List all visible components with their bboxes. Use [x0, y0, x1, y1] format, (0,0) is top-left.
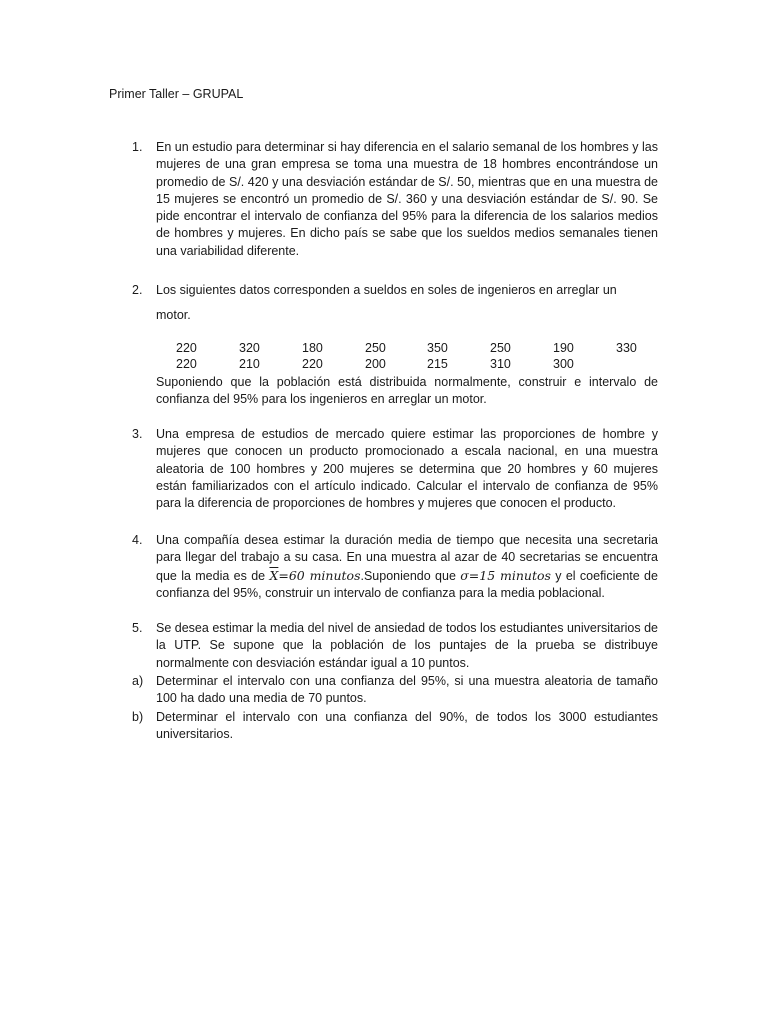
data-value: 250: [365, 341, 386, 355]
data-value: 190: [553, 341, 574, 355]
sigma-expression: σ=15 minutos: [460, 567, 551, 583]
question-1-text: En un estudio para determinar si hay diferencia en el salario semanal de los hombres y las mujeres de una gran empresa se toma una muestra de 18 hombres encontrándose un promedio de S/. 420 y una desviación estándar de S/. 50, mientras que en una muestra de 15 mujeres se encontró un promedio de S/. 360 y una desviación estándar de S/. 90. Se pide encontrar el intervalo de confianza del 95% para la diferencia de los salarios medios de hombres y mujeres. En dicho país se sabe que los sueldos medios semanales tienen una variabilidad diferente.: [156, 140, 658, 258]
question-1-number: 1.: [132, 140, 143, 154]
document-title: Primer Taller – GRUPAL: [109, 87, 244, 101]
question-3-text: Una empresa de estudios de mercado quiere estimar las proporciones de hombre y mujeres que conocen un producto promocionado a escala nacional, en una muestra aleatoria de 100 hombres y 200 mujeres se determina que 20 hombres y 60 mujeres están familiarizados con el artículo indicado. Calcular el intervalo de confianza de 95% para la diferencia de proporciones de hombres y mujeres que conocen el producto.: [156, 427, 658, 511]
question-5a-label: a): [132, 674, 144, 688]
data-value: 215: [427, 357, 448, 371]
question-2-intro: Los siguientes datos corresponden a sueldos en soles de ingenieros en arreglar un: [156, 283, 617, 297]
data-value: 310: [490, 357, 511, 371]
question-5: [132, 620, 658, 672]
question-4: [132, 532, 658, 602]
question-2-number: 2.: [132, 283, 143, 297]
question-2-conclusion: [132, 374, 658, 409]
question-5-text: Se desea estimar la media del nivel de ansiedad de todos los estudiantes universitarios de la UTP. Se supone que la población de los puntajes de la prueba se distribuye normalmente con desviación estándar igual a 10 puntos.: [156, 621, 658, 670]
data-value: 220: [176, 341, 197, 355]
data-value: 210: [239, 357, 260, 371]
data-value: 330: [616, 341, 637, 355]
data-value: 250: [490, 341, 511, 355]
question-2-intro-line2: motor.: [156, 308, 191, 323]
question-2: [132, 282, 658, 325]
question-2-after-text: Suponiendo que la población está distribuida normalmente, construir e intervalo de confianza del 95% para los ingenieros en arreglar un motor.: [156, 375, 658, 407]
question-5b-text: Determinar el intervalo con una confianza del 90%, de todos los 3000 estudiantes universitarios.: [156, 710, 658, 742]
question-1: [132, 139, 658, 260]
question-5a-text: Determinar el intervalo con una confianza del 95%, si una muestra aleatoria de tamaño 100 ha dado una media de 70 puntos.: [156, 674, 658, 706]
question-4-text: [156, 532, 658, 602]
data-value: 180: [302, 341, 323, 355]
data-value: 220: [302, 357, 323, 371]
question-4-line1: Una compañía desea estimar la duración media de tiempo que necesita una secretaria para llegar del trabajo a su casa. En una muestra al azar de 40 secretarias se encuentra que la media es de: [156, 533, 658, 583]
question-4-end: y el coeficiente de confianza del 95%, construir un intervalo de confianza para la media poblacional.: [156, 568, 658, 600]
data-value: 350: [427, 341, 448, 355]
data-value: 220: [176, 357, 197, 371]
question-5b-label: b): [132, 710, 144, 724]
question-5-number: 5.: [132, 621, 143, 635]
question-4-mid: .Suponiendo que: [360, 568, 456, 583]
data-value: 200: [365, 357, 386, 371]
question-4-number: 4.: [132, 533, 143, 547]
question-5a: [132, 673, 658, 708]
question-3: [132, 426, 658, 512]
question-3-number: 3.: [132, 427, 143, 441]
mean-symbol: $\overline{X}$: [269, 567, 279, 583]
mean-expression: =60 minutos: [278, 567, 361, 583]
data-value: 320: [239, 341, 260, 355]
question-5b: [132, 709, 658, 744]
data-value: 300: [553, 357, 574, 371]
